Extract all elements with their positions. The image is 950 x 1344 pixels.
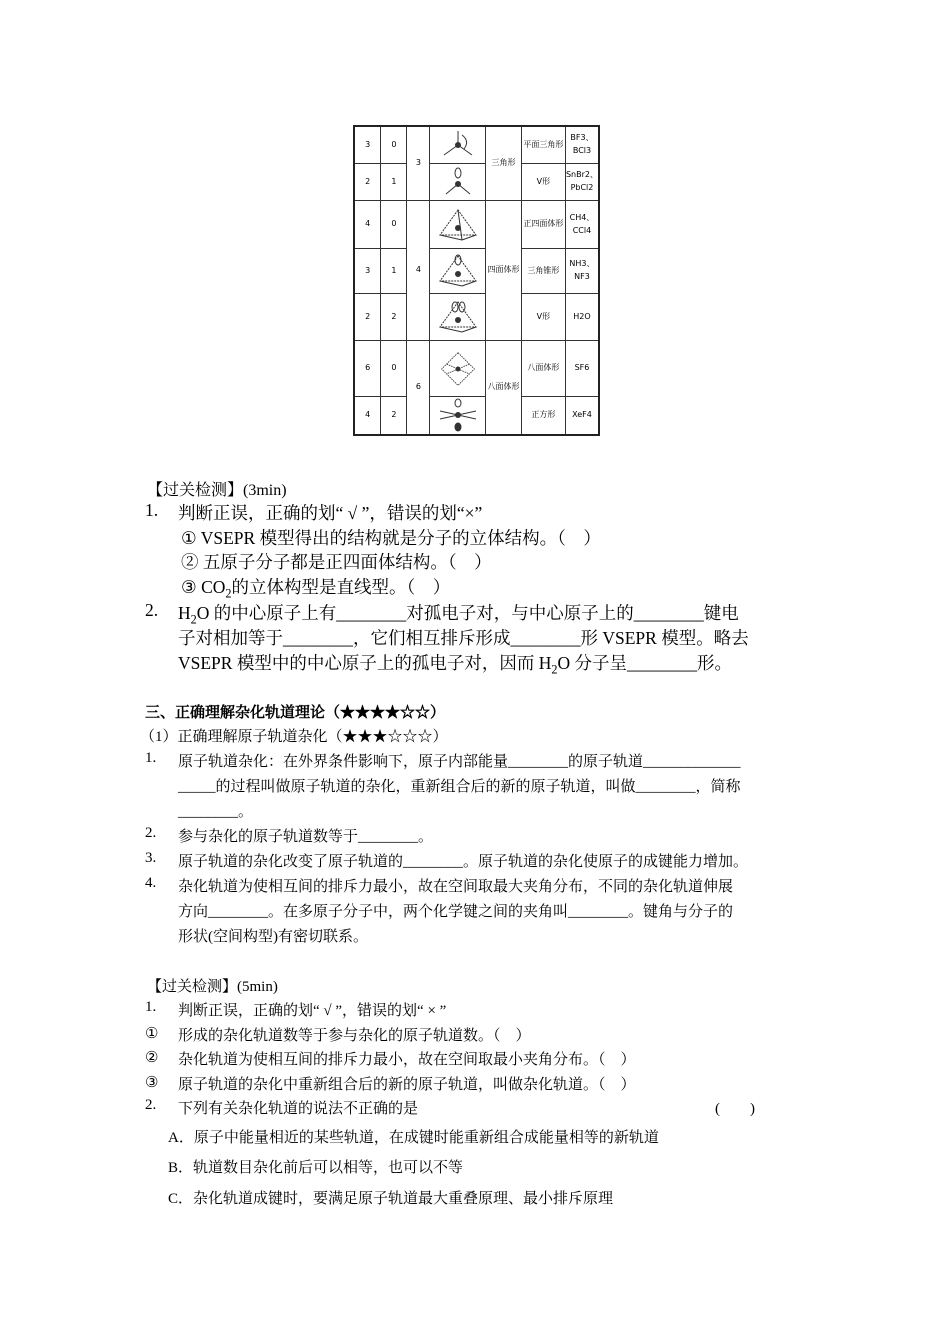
check2-q2: 下列有关杂化轨道的说法不正确的是 (178, 1101, 419, 1117)
bent-tetrahedral-figure (430, 294, 486, 341)
check2-q2-paren: ( ) (715, 1101, 755, 1117)
check1-q2-line1: $H_2O$ 的中心原子上有________对孤电子对，与中心原子上的________键电 (178, 603, 739, 627)
check2-a: 形成的杂化轨道数等于参与杂化的原子轨道数。（ ） (178, 1028, 531, 1044)
trigonal-planar-figure (430, 126, 486, 164)
s3-i3: 原子轨道的杂化改变了原子轨道的________。原子轨道的杂化使原子的成键能力增加。 (178, 854, 749, 870)
check2-b: 杂化轨道为使相互间的排斥力最小，故在空间取最小夹角分布。（ ） (178, 1052, 636, 1068)
check1-q1c: ③ $CO_2$的立体构型是直线型。（ ） (181, 577, 451, 601)
check1-q2-line3: VSEPR 模型中的中心原子上的孤电子对，因而 $H_2O$ 分子呈________形。 (178, 653, 732, 677)
section3-title: 三、正确理解杂化轨道理论（★★★★☆☆） (145, 705, 446, 721)
check2-q2-num: 2. (145, 1097, 157, 1113)
tetrahedral-figure (430, 201, 486, 249)
s3-i4-num: 4. (145, 875, 157, 891)
table-row: 2 1 V形 SnBr2、PbCl2 (354, 164, 599, 201)
check2-title: 【过关检测】(5min) (147, 979, 278, 995)
s3-i2: 参与杂化的原子轨道数等于________。 (178, 829, 434, 845)
vsepr-table (353, 125, 600, 436)
check2-c: 原子轨道的杂化中重新组合后的新的原子轨道，叫做杂化轨道。（ ） (178, 1077, 636, 1093)
s3-i4-line2: 方向________。在多原子分子中，两个化学键之间的夹角叫________。键角与分子的 (178, 904, 734, 920)
check2-b-num: ② (145, 1050, 159, 1066)
s3-i4-line1: 杂化轨道为使相互间的排斥力最小，故在空间取最大夹角分布，不同的杂化轨道伸展 (178, 879, 734, 895)
square-planar-figure (430, 397, 486, 435)
s3-i2-num: 2. (145, 825, 157, 841)
check1-q1b: ② 五原子分子都是正四面体结构。（ ） (181, 552, 492, 572)
s3-i1-line2: _____的过程叫做原子轨道的杂化，重新组合后的新的原子轨道，叫做________，简称 (178, 779, 741, 795)
octahedral-figure (430, 341, 486, 397)
option-c: C．杂化轨道成键时，要满足原子轨道最大重叠原理、最小排斥原理 (168, 1191, 614, 1207)
table-row: 3 0 3 三角形 平面三角形 BF3、BCl3 (354, 126, 599, 164)
s3-i3-num: 3. (145, 850, 157, 866)
table-row: 2 2 V形 H2O (354, 294, 599, 341)
check1-q1-num: 1. (145, 500, 159, 520)
section3-sub1: （1）正确理解原子轨道杂化（★★★☆☆☆） (140, 729, 448, 745)
bent-trigonal-figure (430, 164, 486, 201)
s3-i4-line3: 形状(空间构型)有密切联系。 (178, 929, 368, 945)
check1-title: 【过关检测】(3min) (147, 482, 287, 499)
check2-q1: 判断正误，正确的划“ √ ”，错误的划“ × ” (178, 1003, 447, 1019)
s3-i1-line3: ________。 (178, 804, 254, 820)
check1-q1: 判断正误，正确的划“ √ ”，错误的划“×” (178, 503, 483, 523)
table-row: 6 0 6 八面体形 八面体形 SF6 (354, 341, 599, 397)
check1-q2-line2: 子对相加等于________，它们相互排斥形成________形 VSEPR 模型。略去 (178, 628, 749, 648)
option-a: A．原子中能量相近的某些轨道，在成键时能重新组合成能量相等的新轨道 (168, 1130, 659, 1146)
check2-a-num: ① (145, 1026, 159, 1042)
check2-q1-num: 1. (145, 999, 157, 1015)
s3-i1-line1: 原子轨道杂化：在外界条件影响下，原子内部能量________的原子轨道_____________ (178, 754, 741, 770)
check1-q1a: ① VSEPR 模型得出的结构就是分子的立体结构。（ ） (181, 528, 601, 548)
table-row: 4 2 正方形 XeF4 (354, 397, 599, 435)
check1-q2-num: 2. (145, 600, 159, 620)
trigonal-pyramidal-figure (430, 249, 486, 294)
table-row: 4 0 4 四面体形 正四面体形 CH4、CCl4 (354, 201, 599, 249)
table-row: 3 1 三角锥形 NH3、NF3 (354, 249, 599, 294)
check2-c-num: ③ (145, 1075, 159, 1091)
option-b: B．轨道数目杂化前后可以相等，也可以不等 (168, 1160, 464, 1176)
s3-i1-num: 1. (145, 750, 157, 766)
